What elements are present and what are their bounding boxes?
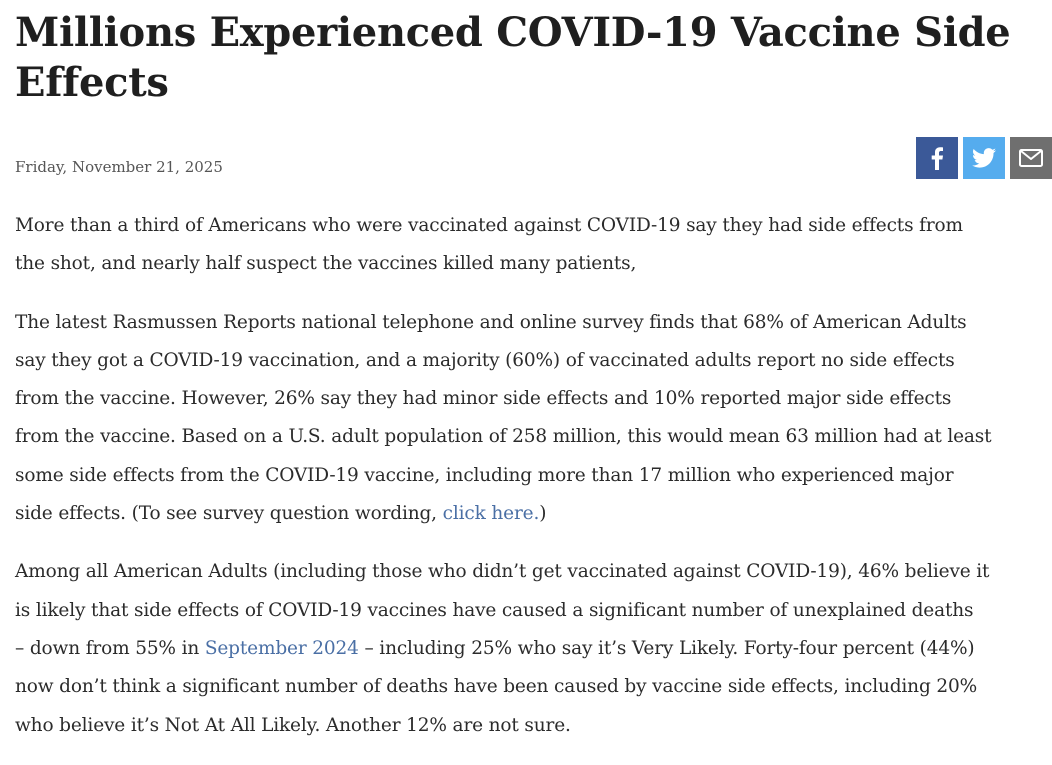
paragraph-1 [15, 207, 1052, 284]
paragraph-line [15, 630, 1052, 668]
paragraph-line [15, 495, 1052, 533]
paragraph-line: from the vaccine. Based on a U.S. adult population of 258 million, this would mean 63 million had at least [15, 426, 992, 448]
paragraph-3 [15, 553, 1052, 744]
paragraph-line: Among all American Adults (including those who didn’t get vaccinated against COVID-19), 46% believe it [15, 561, 990, 583]
paragraph-2 [15, 304, 1052, 534]
article-headline: Millions Experienced COVID-19 Vaccine Side Effects [15, 9, 1011, 106]
email-share-button[interactable] [1010, 137, 1052, 179]
paragraph-text: side effects. (To see survey question wording, [15, 503, 443, 525]
paragraph-line: now don’t think a significant number of deaths have been caused by vaccine side effects, including 20% [15, 676, 978, 698]
share-bar [916, 137, 1052, 179]
email-icon [1019, 149, 1043, 167]
paragraph-line: from the vaccine. However, 26% say they had minor side effects and 10% reported major side effects [15, 388, 952, 410]
paragraph-line: who believe it’s Not At All Likely. Another 12% are not sure. [15, 714, 571, 736]
twitter-share-button[interactable] [963, 137, 1005, 179]
publish-date: Friday, November 21, 2025 [15, 158, 223, 176]
paragraph-text: – including 25% who say it’s Very Likely. Forty-four percent (44%) [358, 637, 975, 659]
paragraph-line: is likely that side effects of COVID-19 vaccines have caused a significant number of unexplained deaths [15, 599, 974, 621]
survey-wording-link[interactable]: click here. [442, 503, 540, 525]
paragraph-text: – down from 55% in [15, 637, 205, 659]
facebook-icon [930, 146, 944, 170]
paragraph-text: ) [539, 503, 547, 525]
paragraph-line: The latest Rasmussen Reports national telephone and online survey finds that 68% of American Adults [15, 311, 967, 333]
paragraph-line: say they got a COVID-19 vaccination, and a majority (60%) of vaccinated adults report no side effects [15, 349, 955, 371]
paragraph-line: the shot, and nearly half suspect the vaccines killed many patients, [15, 253, 637, 275]
september-2024-link[interactable]: September 2024 [204, 637, 359, 659]
facebook-share-button[interactable] [916, 137, 958, 179]
paragraph-line: some side effects from the COVID-19 vaccine, including more than 17 million who experienced major [15, 464, 954, 486]
twitter-icon [972, 148, 996, 168]
paragraph-line: More than a third of Americans who were vaccinated against COVID-19 say they had side effects from [15, 215, 963, 236]
article-body [15, 207, 1052, 765]
